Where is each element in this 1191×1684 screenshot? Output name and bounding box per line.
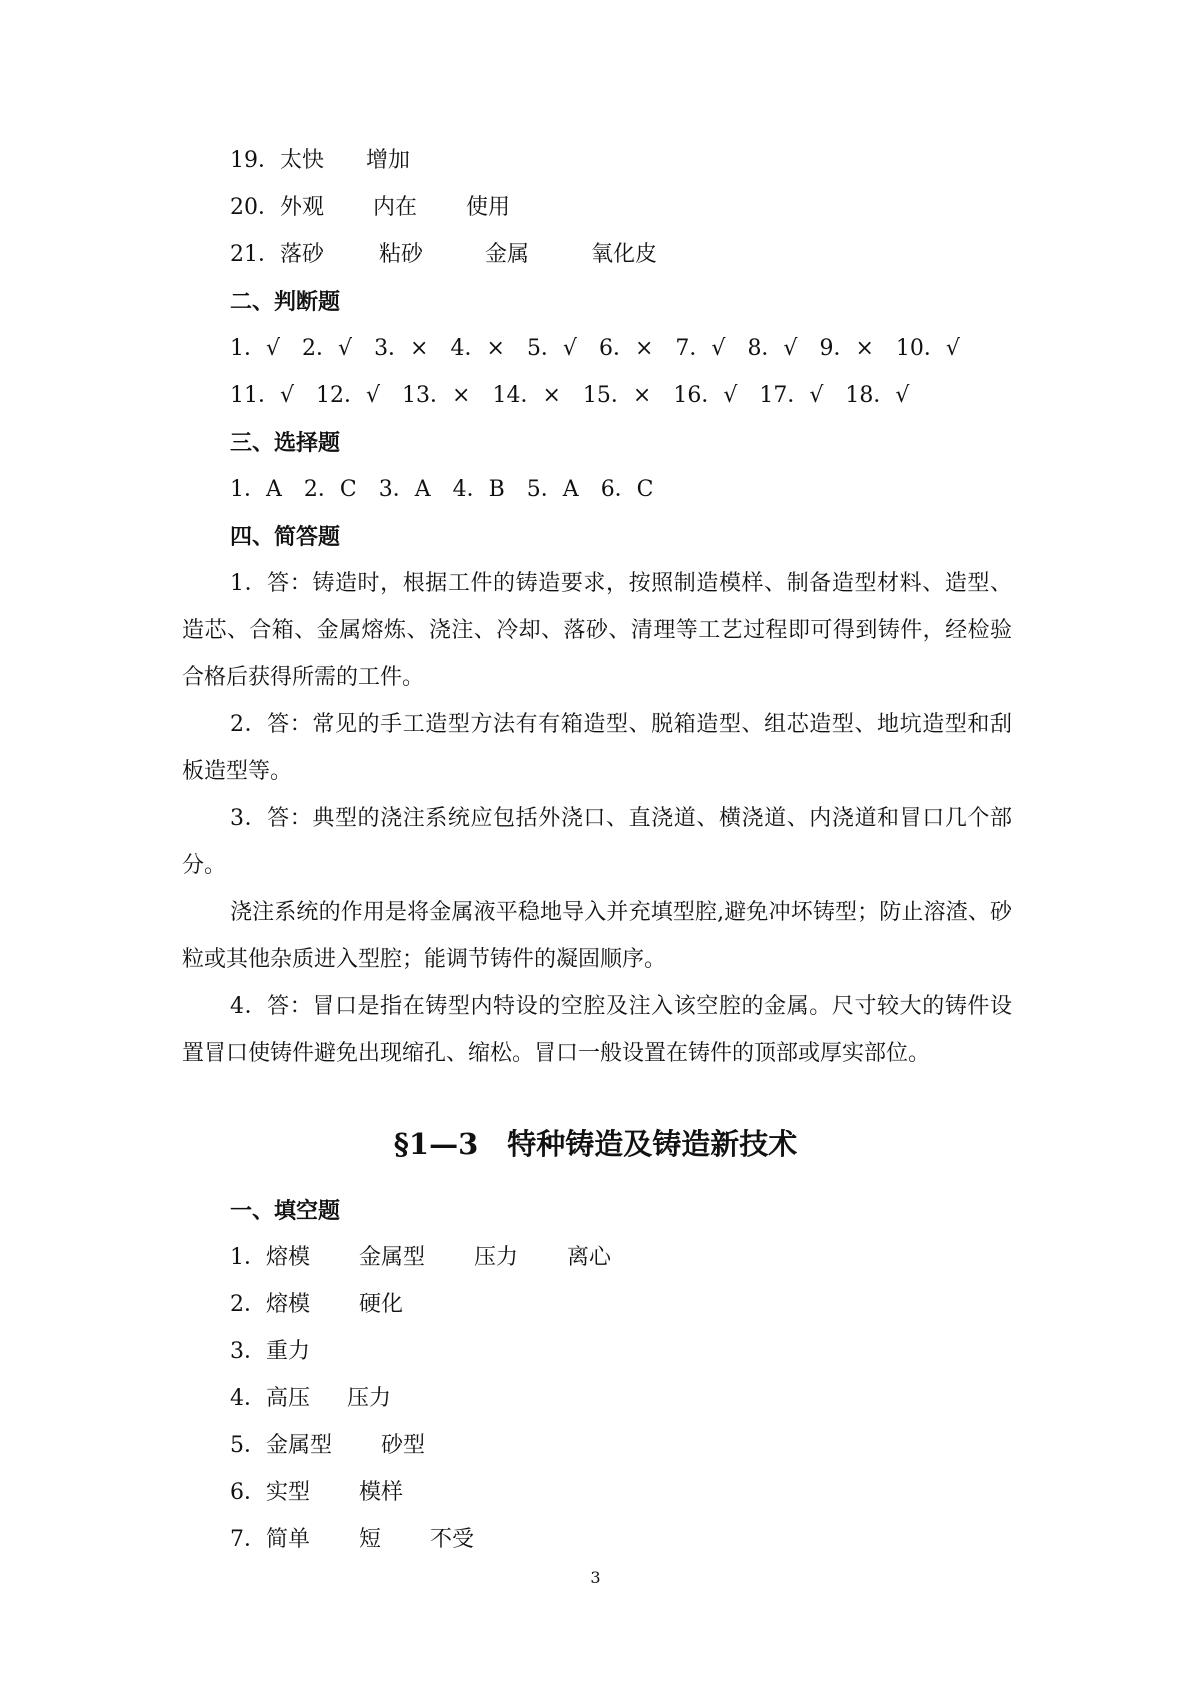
judge-row-2: 11．√ 12．√ 13．× 14．× 15．× 16．√ 17．√ 18．√ [230, 383, 910, 408]
choice-heading: 三、选择题 [230, 430, 341, 456]
short-answer-2: 2．答：常见的手工造型方法有有箱造型、脱箱造型、组芯造型、地坑造型和刮板造型等。 [182, 712, 1012, 784]
judge-row-1: 1．√ 2．√ 3．× 4．× 5．√ 6．× 7．√ 8．√ 9．× 10．√ [230, 336, 960, 361]
section-answer-1: 1．熔模 金属型 压力 离心 [230, 1245, 612, 1270]
page-number: 3 [590, 1568, 601, 1587]
section-title: §1—3 特种铸造及铸造新技术 [393, 1127, 798, 1161]
judge-heading: 二、判断题 [230, 289, 341, 315]
short-answer-3-continued: 浇注系统的作用是将金属液平稳地导入并充填型腔,避免冲坏铸型；防止溶渣、砂粒或其他杂质进入型腔；能调节铸件的凝固顺序。 [182, 900, 1012, 972]
section-answer-3: 3．重力 [230, 1339, 311, 1364]
short-answer-4: 4．答：冒口是指在铸型内特设的空腔及注入该空腔的金属。尺寸较大的铸件设置冒口使铸件避免出现缩孔、缩松。冒口一般设置在铸件的顶部或厚实部位。 [182, 994, 1012, 1066]
section-answer-2: 2．熔模 硬化 [230, 1292, 404, 1317]
section-answer-5: 5．金属型 砂型 [230, 1433, 426, 1458]
answer-19: 19．太快 增加 [230, 148, 411, 173]
answer-21: 21．落砂 粘砂 金属 氧化皮 [230, 242, 658, 267]
fill-heading: 一、填空题 [230, 1198, 341, 1224]
section-answer-7: 7．简单 短 不受 [230, 1527, 475, 1552]
answer-20: 20．外观 内在 使用 [230, 195, 511, 220]
short-answer-heading: 四、简答题 [230, 524, 341, 550]
section-answer-4: 4．高压 压力 [230, 1386, 392, 1411]
section-answer-6: 6．实型 模样 [230, 1480, 404, 1505]
short-answer-3: 3．答：典型的浇注系统应包括外浇口、直浇道、横浇道、内浇道和冒口几个部分。 [182, 806, 1012, 878]
choice-row: 1．A 2．C 3．A 4．B 5．A 6．C [230, 477, 654, 502]
short-answer-1: 1．答：铸造时，根据工件的铸造要求，按照制造模样、制备造型材料、造型、造芯、合箱、金属熔炼、浇注、冷却、落砂、清理等工艺过程即可得到铸件，经检验合格后获得所需的工件。 [182, 571, 1012, 690]
